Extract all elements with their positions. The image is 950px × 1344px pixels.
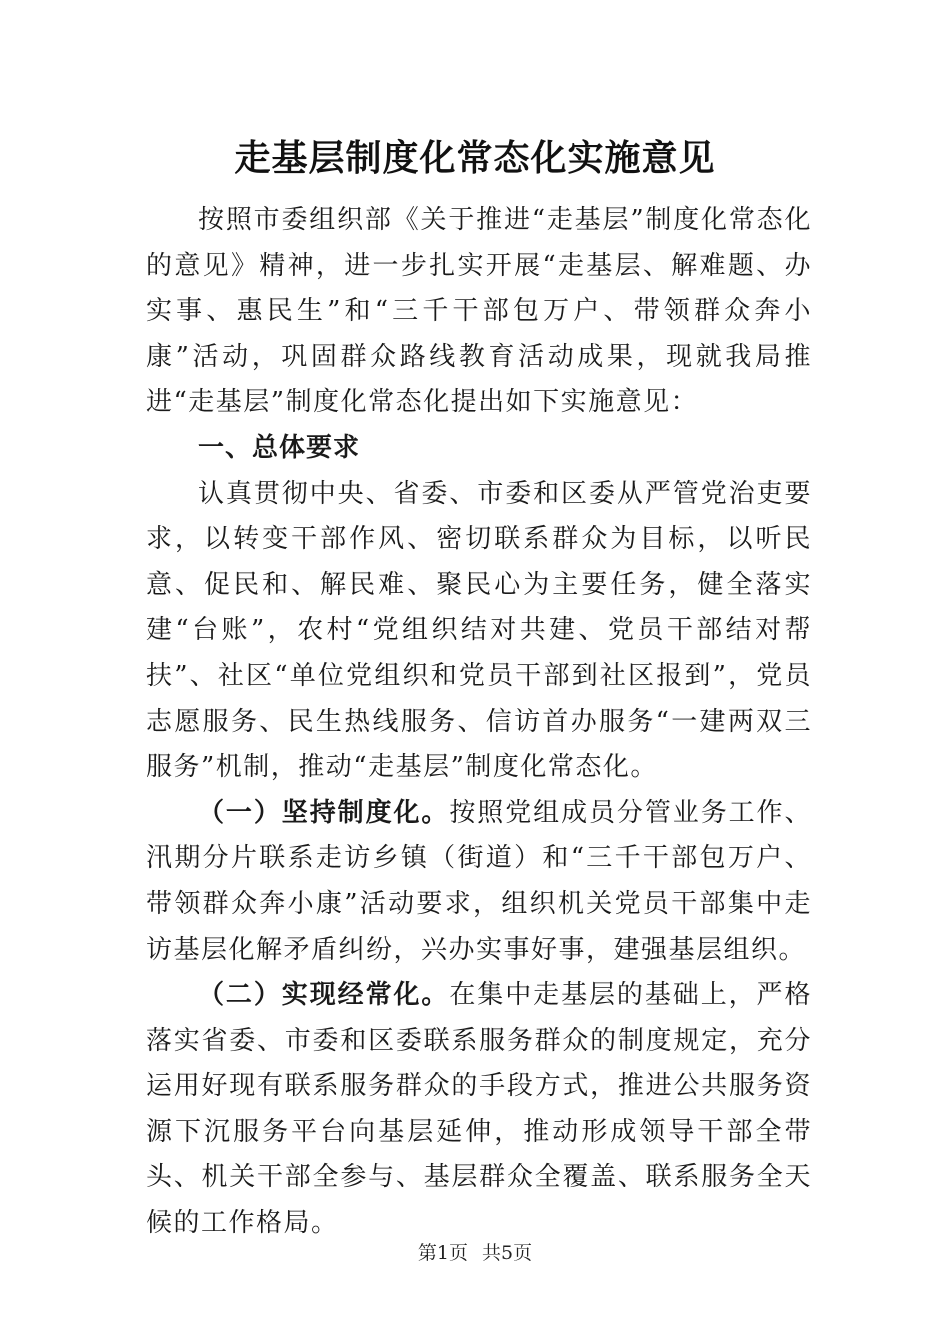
item-regularization-body: 在集中走基层的基础上，严格落实省委、市委和区委联系服务群众的制度规定，充分运用好现有联系服务群众的手段方式，推进公共服务资源下沉服务平台向基层延伸，推动形成领导干部全带头、机关干部全参与、基层群众全覆盖、联系服务全天候的工作格局。: [146, 980, 812, 1239]
page-footer: [0, 1238, 950, 1265]
item-institutionalization-body: 按照党组成员分管业务工作、汛期分片联系走访乡镇（街道）和“三千干部包万户、带领群众奔小康”活动要求，组织机关党员干部集中走访基层化解矛盾纠纷，兴办实事好事，建强基层组织。: [146, 797, 812, 965]
document-title: 走基层制度化常态化实施意见: [234, 137, 716, 179]
page-number-total: 共5页: [482, 1242, 533, 1264]
general-requirements-paragraph: 认真贯彻中央、省委、市委和区委从严管党治吏要求，以转变干部作风、密切联系群众为目标，以听民意、促民和、解民难、聚民心为主要任务，健全落实建“台账”，农村“党组织结对共建、党员干部结对帮扶”、社区“单位党组织和党员干部到社区报到”，党员志愿服务、民生热线服务、信访首办服务“一建两双三服务”机制，推动“走基层”制度化常态化。: [146, 478, 812, 783]
item-regularization-paragraph: [146, 973, 812, 1247]
intro-paragraph: 按照市委组织部《关于推进“走基层”制度化常态化的意见》精神，进一步扎实开展“走基层、解难题、办实事、惠民生”和“三千干部包万户、带领群众奔小康”活动，巩固群众路线教育活动成果，现就我局推进“走基层”制度化常态化提出如下实施意见：: [146, 205, 812, 418]
item-regularization-lead: （二）实现经常化。: [198, 980, 450, 1011]
page-number-current: 第1页: [417, 1242, 468, 1264]
document-body: [146, 198, 812, 1247]
item-institutionalization-lead: （一）坚持制度化。: [198, 797, 450, 828]
section-heading-general-requirements: 一、总体要求: [198, 432, 361, 463]
item-institutionalization-paragraph: [146, 791, 812, 973]
